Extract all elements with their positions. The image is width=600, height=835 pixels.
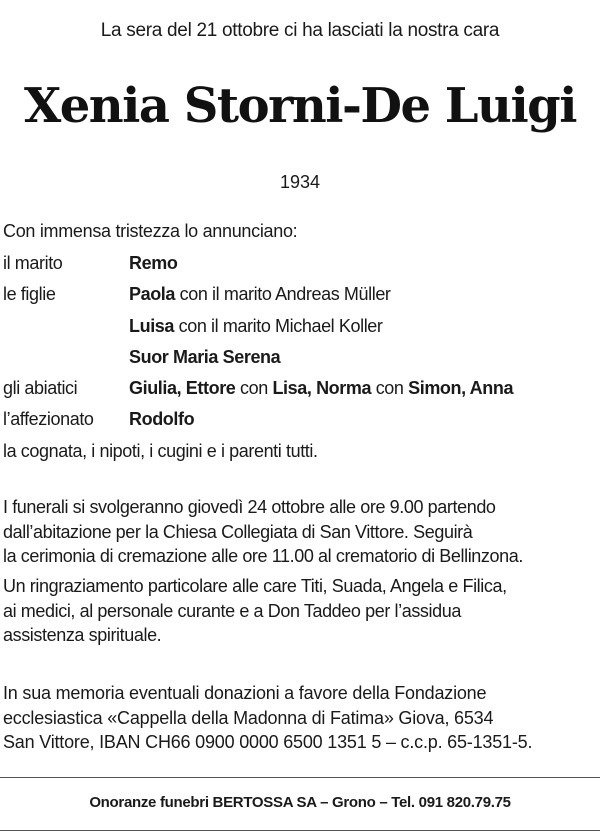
family-relation: il marito — [3, 253, 63, 273]
family-row — [3, 251, 597, 282]
deceased-name: Xenia Storni-De Luigi — [24, 78, 576, 134]
family-member-name: Simon, Anna — [408, 378, 514, 399]
intro-line: La sera del 21 ottobre ci ha lasciati la nostra cara — [100, 20, 500, 41]
family-member-name: Giulia, Ettore — [129, 378, 236, 399]
family-members — [129, 314, 383, 339]
family-member-name: Lisa, Norma — [272, 378, 372, 399]
family-members — [129, 251, 177, 276]
funeral-home-footer: Onoranze funebri BERTOSSA SA – Grono – Tel. 091 820.79.75 — [89, 794, 511, 811]
family-member-name: Rodolfo — [129, 409, 195, 430]
family-members — [129, 407, 194, 432]
footer-divider-bottom — [0, 830, 600, 831]
family-member-name: Luisa — [129, 315, 175, 336]
funeral-text-line: la cerimonia di cremazione alle ore 11.00 al crematorio di Bellinzona. — [3, 546, 523, 566]
birth-year: 1934 — [279, 172, 321, 192]
thanks-text-line: assistenza spirituale. — [3, 625, 162, 645]
family-list — [3, 251, 597, 470]
family-row — [3, 314, 597, 345]
family-member-detail: con — [235, 378, 273, 399]
family-relation: le figlie — [3, 284, 56, 305]
funeral-paragraph — [3, 495, 597, 569]
family-member-name: Paola — [129, 284, 176, 305]
family-closing — [3, 439, 597, 470]
thanks-text-line: ai medici, al personale curante e a Don Taddeo per l’assidua — [3, 600, 461, 621]
thanks-paragraph — [3, 574, 597, 648]
family-row — [3, 282, 597, 313]
funeral-text-line: dall’abitazione per la Chiesa Collegiata di San Vittore. Seguirà — [3, 521, 473, 542]
thanks-text-line: Un ringraziamento particolare alle care Titi, Suada, Angela e Filica, — [3, 576, 507, 596]
family-row — [3, 376, 597, 407]
family-member-detail: con — [371, 378, 409, 399]
family-relation: l’affezionato — [3, 409, 94, 430]
family-member-detail: con il marito Michael Koller — [174, 315, 383, 336]
donation-text-line: San Vittore, IBAN CH66 0900 0000 6500 1351 5 – c.c.p. 65-1351-5. — [3, 732, 533, 752]
funeral-text-line: I funerali si svolgeranno giovedì 24 ottobre alle ore 9.00 partendo — [3, 497, 496, 517]
family-closing-text: la cognata, i nipoti, i cugini e i parenti tutti. — [3, 440, 318, 461]
family-members — [129, 282, 391, 307]
donation-text-line: ecclesiastica «Cappella della Madonna di Fatima» Giova, 6534 — [3, 707, 494, 728]
family-member-detail: con il marito Andreas Müller — [175, 284, 391, 305]
family-row — [3, 345, 597, 376]
family-members — [129, 345, 280, 370]
family-relation: gli abiatici — [3, 378, 78, 399]
family-member-name: Remo — [129, 253, 178, 273]
family-member-name: Suor Maria Serena — [129, 346, 281, 367]
family-row — [3, 407, 597, 438]
family-members — [129, 376, 513, 401]
footer-divider-top — [0, 777, 600, 778]
donation-paragraph — [3, 681, 597, 755]
announcement-line: Con immensa tristezza lo annunciano: — [3, 221, 298, 241]
donation-text-line: In sua memoria eventuali donazioni a favore della Fondazione — [3, 683, 487, 703]
